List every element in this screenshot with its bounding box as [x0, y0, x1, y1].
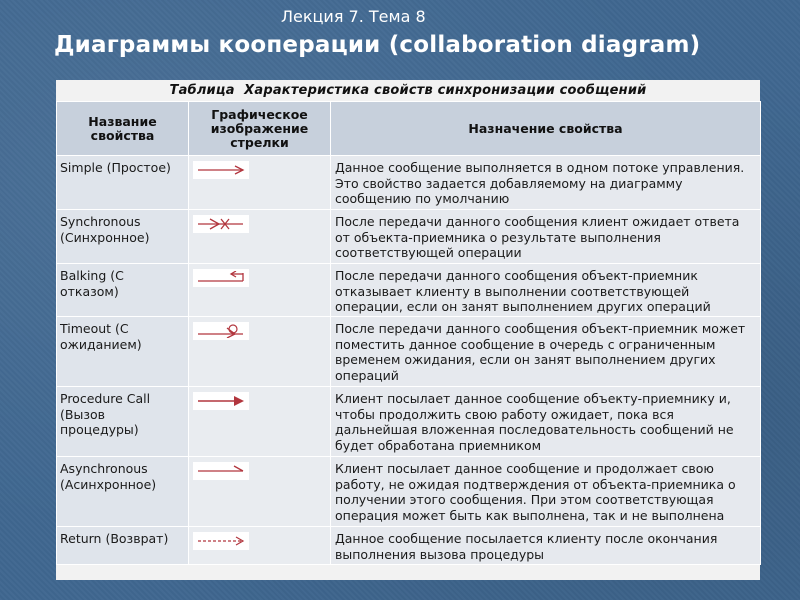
table-row: [57, 210, 761, 264]
property-description: Клиент посылает данное сообщение и продолжает свою работу, не ожидая подтверждения от объекта-приемника о получении этого сообщения. При этом соответствующая операция может быть как выполнена, так и не выполнена: [331, 457, 761, 527]
property-description: Данное сообщение выполняется в одном потоке управления. Это свойство задается добавляемому на диаграмму сообщению по умолчанию: [331, 156, 761, 210]
property-name: Asynchronous (Асинхронное): [57, 457, 189, 527]
property-name: Balking (С отказом): [57, 264, 189, 317]
timeout-arrow-icon: [197, 324, 245, 338]
slide-title: Диаграммы кооперации (collaboration diagram): [54, 32, 701, 58]
header-purpose: Назначение свойства: [331, 102, 761, 156]
table-caption-text: Характеристика свойств синхронизации сообщений: [244, 83, 647, 98]
table-panel: [56, 80, 760, 580]
lecture-label: Лекция 7. Тема 8: [281, 7, 426, 26]
header-name: Название свойства: [57, 102, 189, 156]
property-description: После передачи данного сообщения объект-приемник может поместить данное сообщение в очередь с ограниченным временем ожидания, если он занят выполнением других операций: [331, 317, 761, 387]
return-arrow-icon: [197, 534, 245, 548]
table-row: [57, 156, 761, 210]
property-name: Synchronous (Синхронное): [57, 210, 189, 264]
synchronous-arrow-icon: [197, 217, 245, 231]
sync-properties-table: [56, 101, 761, 565]
property-description: Данное сообщение посылается клиенту после окончания выполнения вызова процедуры: [331, 527, 761, 565]
property-name: Procedure Call (Вызов процедуры): [57, 387, 189, 457]
table-row: [57, 317, 761, 387]
asynchronous-arrow-icon: [197, 464, 245, 478]
arrow-cell: [189, 210, 331, 264]
table-caption: [56, 80, 760, 101]
table-row: [57, 387, 761, 457]
property-name: Return (Возврат): [57, 527, 189, 565]
property-description: После передачи данного сообщения клиент ожидает ответа от объекта-приемника о результате выполнения соответствующей операции: [331, 210, 761, 264]
property-description: Клиент посылает данное сообщение объекту-приемнику и, чтобы продолжить свою работу ожидает, пока вся дальнейшая вложенная последовательность сообщений не будет обработана приемником: [331, 387, 761, 457]
arrow-cell: [189, 156, 331, 210]
property-description: После передачи данного сообщения объект-приемник отказывает клиенту в выполнении соответствующей операции, если он занят выполнением других операций: [331, 264, 761, 317]
property-name: Timeout (С ожиданием): [57, 317, 189, 387]
simple-arrow-icon: [197, 163, 245, 177]
property-name: Simple (Простое): [57, 156, 189, 210]
arrow-cell: [189, 317, 331, 387]
arrow-cell: [189, 457, 331, 527]
table-header-row: [57, 102, 761, 156]
arrow-cell: [189, 527, 331, 565]
arrow-cell: [189, 264, 331, 317]
table-row: [57, 264, 761, 317]
table-caption-prefix: Таблица: [169, 83, 235, 98]
header-symbol: Графическое изображение стрелки: [189, 102, 331, 156]
table-row: [57, 457, 761, 527]
balking-arrow-icon: [197, 271, 245, 285]
procedure-call-arrow-icon: [197, 394, 245, 408]
table-row: [57, 527, 761, 565]
arrow-cell: [189, 387, 331, 457]
